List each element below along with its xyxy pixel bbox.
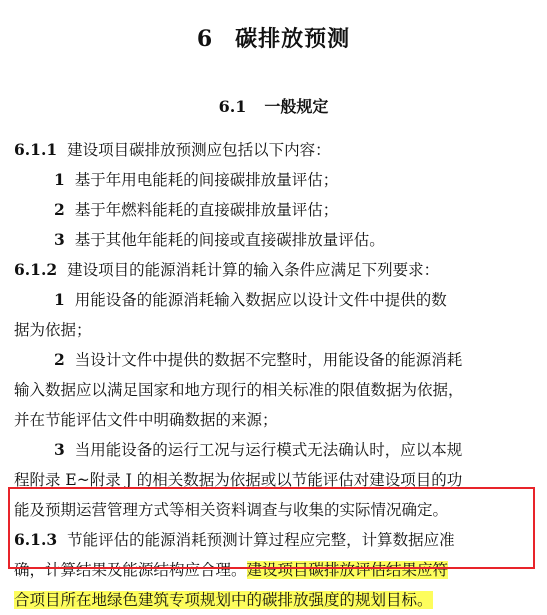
item-continuation: 程附录 E~附录 J 的相关数据为依据或以节能评估对建设项目的功 <box>14 471 463 489</box>
item-text: 基于年用电能耗的间接碳排放量评估； <box>74 171 339 189</box>
clause-text: 建设项目碳排放预测应包括以下内容： <box>67 141 331 159</box>
list-item <box>14 195 534 225</box>
item-text: 当用能设备的运行工况与运行模式无法确认时，应以本规 <box>74 441 463 459</box>
highlighted-text: 建设项目碳排放评估结果应符 <box>246 561 449 579</box>
item-text: 基于年燃料能耗的直接碳排放量评估； <box>74 201 339 219</box>
clause-6-1-2 <box>14 255 534 285</box>
item-text: 用能设备的能源消耗输入数据应以设计文件中提供的数 <box>74 291 447 309</box>
list-item <box>14 345 534 375</box>
item-continuation: 输入数据应以满足国家和地方现行的相关标准的限值数据为依据， <box>14 381 464 399</box>
section-number: 6.1 <box>218 97 247 116</box>
item-number: 2 <box>54 200 65 219</box>
list-item <box>14 285 534 315</box>
clause-text: 建设项目的能源消耗计算的输入条件应满足下列要求： <box>67 261 440 279</box>
chapter-title-text: 碳排放预测 <box>235 26 351 52</box>
item-number: 3 <box>54 230 65 249</box>
item-continuation: 据为依据； <box>14 321 92 339</box>
item-number: 1 <box>54 290 65 309</box>
item-text: 当设计文件中提供的数据不完整时，用能设备的能源消耗 <box>74 351 463 369</box>
chapter-title <box>0 22 547 53</box>
item-continuation: 并在节能评估文件中明确数据的来源； <box>14 411 278 429</box>
clause-6-1-1 <box>14 135 534 165</box>
annotation-box <box>8 487 535 569</box>
item-number: 3 <box>54 440 65 459</box>
clause-text: 确，计算结果及能源结构应合理。 <box>14 561 247 579</box>
chapter-number: 6 <box>196 26 214 52</box>
item-number: 2 <box>54 350 65 369</box>
section-title <box>0 94 547 117</box>
item-continuation: 能及预期运营管理方式等相关资料调查与收集的实际情况确定。 <box>14 501 449 519</box>
section-title-text: 一般规定 <box>264 97 329 116</box>
highlighted-text: 合项目所在地绿色建筑专项规划中的碳排放强度的规划目标。 <box>14 591 433 609</box>
list-item <box>14 165 534 195</box>
clause-number: 6.1.1 <box>14 140 58 159</box>
item-number: 1 <box>54 170 65 189</box>
clause-continuation <box>14 585 534 615</box>
clause-text: 节能评估的能源消耗预测计算过程应完整，计算数据应准 <box>67 531 455 549</box>
list-item <box>14 225 534 255</box>
list-item <box>14 435 534 465</box>
clause-number: 6.1.3 <box>14 530 58 549</box>
item-text: 基于其他年能耗的间接或直接碳排放量评估。 <box>74 231 385 249</box>
clause-number: 6.1.2 <box>14 260 58 279</box>
